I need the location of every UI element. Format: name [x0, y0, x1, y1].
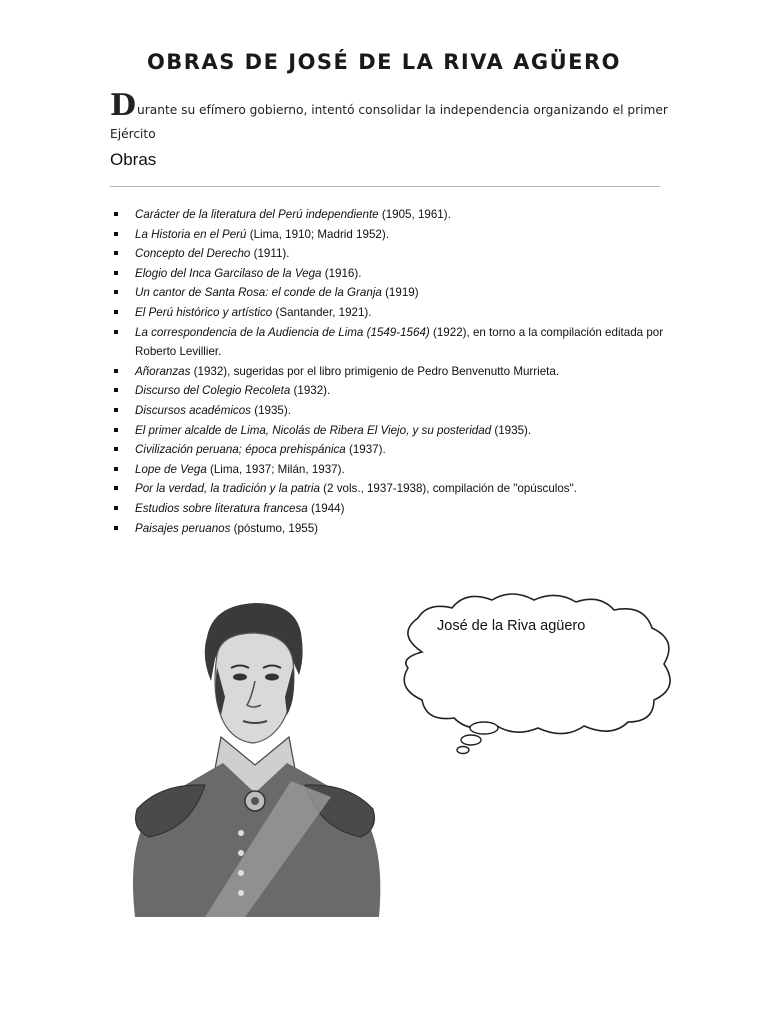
works-list-item [113, 499, 673, 519]
work-title: Discurso del Colegio Recoleta [135, 384, 291, 398]
works-list-item [113, 479, 673, 499]
work-details: (1919) [381, 286, 419, 300]
work-details: (1932), sugeridas por el libro primigenio de Pedro Benvenutto Murrieta. [190, 364, 560, 378]
works-list-item [113, 323, 673, 362]
work-title: Por la verdad, la tradición y la patria [135, 482, 320, 496]
work-details: (1935). [250, 403, 291, 417]
work-title: Elogio del Inca Garcilaso de la Vega [135, 266, 322, 280]
section-divider [110, 186, 660, 187]
work-title: Estudios sobre literatura francesa [135, 501, 308, 515]
section-heading: Obras [110, 150, 157, 169]
work-title: Civilización peruana; época prehispánica [135, 443, 346, 457]
work-details: (póstumo, 1955) [230, 521, 319, 535]
work-title: Discursos académicos [135, 403, 251, 417]
work-details: (1911). [250, 247, 290, 261]
works-list-item [113, 225, 673, 245]
works-list-item [113, 362, 673, 382]
works-list-item [113, 381, 673, 401]
work-details: (1905, 1961). [378, 208, 451, 221]
work-title: Añoranzas [135, 364, 191, 378]
work-title: La Historia en el Perú [135, 227, 247, 241]
work-details: (Lima, 1910; Madrid 1952). [246, 227, 389, 241]
works-list-item [113, 460, 673, 480]
works-list [113, 205, 673, 538]
portrait-illustration [95, 597, 415, 917]
intro-paragraph [110, 88, 670, 146]
thought-bubble-text: José de la Riva agüero [437, 618, 586, 634]
works-list-item [113, 401, 673, 421]
work-title: Concepto del Derecho [135, 247, 251, 261]
work-title: Paisajes peruanos [135, 521, 231, 535]
intro-text: urante su efímero gobierno, intentó consolidar la independencia organizando el primer Ejército [110, 103, 668, 141]
works-list-item [113, 303, 673, 323]
work-title: El primer alcalde de Lima, Nicolás de Ribera El Viejo, y su posteridad [135, 423, 492, 437]
intro-dropcap: D [110, 88, 137, 123]
work-details: (1916). [321, 266, 362, 280]
works-list-item [113, 440, 673, 460]
work-details: (1932). [290, 384, 331, 398]
works-list-item [113, 205, 673, 225]
work-details: (1922), en torno a la compilación editada por Roberto Levillier. [135, 325, 664, 359]
works-list-item [113, 421, 673, 441]
work-details: (1937). [345, 443, 386, 457]
work-title: La correspondencia de la Audiencia de Lima (1549-1564) [135, 325, 430, 339]
work-title: Lope de Vega [135, 462, 207, 476]
works-list-item [113, 244, 673, 264]
work-title: El Perú histórico y artístico [135, 305, 273, 319]
thought-bubble [388, 588, 678, 758]
work-details: (Santander, 1921). [272, 305, 372, 319]
work-details: (1944) [307, 501, 345, 515]
page-title: OBRAS DE JOSÉ DE LA RIVA AGÜERO [146, 50, 622, 74]
work-details: (2 vols., 1937-1938), compilación de "opúsculos". [319, 482, 577, 496]
works-list-item [113, 519, 673, 539]
work-title: Un cantor de Santa Rosa: el conde de la Granja [135, 286, 382, 300]
work-title: Carácter de la literatura del Perú independiente [135, 208, 379, 221]
works-list-item [113, 264, 673, 284]
work-details: (Lima, 1937; Milán, 1937). [206, 462, 345, 476]
works-list-item [113, 283, 673, 303]
work-details: (1935). [491, 423, 532, 437]
